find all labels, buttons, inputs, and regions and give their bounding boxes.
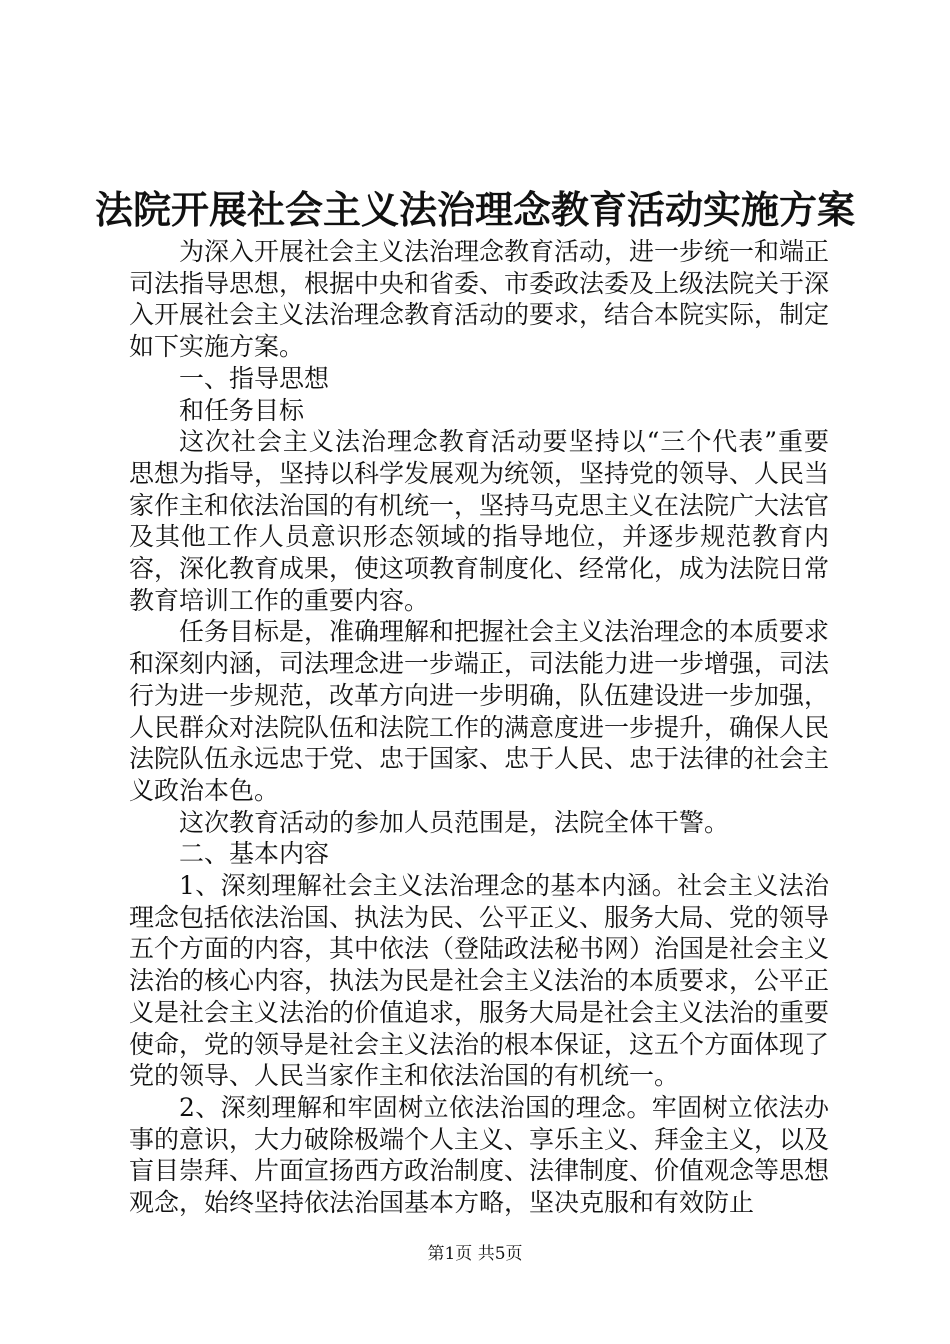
- document-body: [129, 236, 829, 1219]
- section-heading-continuation: 和任务目标: [179, 395, 305, 425]
- section-heading-guiding-thought: 一、指导思想: [179, 363, 330, 393]
- paragraph-item-1: 1、深刻理解社会主义法治理念的基本内涵。社会主义法治理念包括依法治国、执法为民、公平正义、服务大局、党的领导五个方面的内容，其中依法（登陆政法秘书网）治国是社会主义法治的核心内容，执法为民是社会主义法治的本质要求，公平正义是社会主义法治的价值追求，服务大局是社会主义法治的重要使命，党的领导是社会主义法治的根本保证，这五个方面体现了党的领导、人民当家作主和依法治国的有机统一。: [129, 871, 830, 1091]
- paragraph-task-goals: 任务目标是，准确理解和把握社会主义法治理念的本质要求和深刻内涵，司法理念进一步端正，司法能力进一步增强，司法行为进一步规范，改革方向进一步明确，队伍建设进一步加强，人民群众对法院队伍和法院工作的满意度进一步提升，确保人民法院队伍永远忠于党、忠于国家、忠于人民、忠于法律的社会主义政治本色。: [129, 617, 830, 805]
- paragraph-guiding-thought: 这次社会主义法治理念教育活动要坚持以“三个代表”重要思想为指导，坚持以科学发展观为统领，坚持党的领导、人民当家作主和依法治国的有机统一，坚持马克思主义在法院广大法官及其他工作人员意识形态领域的指导地位，并逐步规范教育内容，深化教育成果，使这项教育制度化、经常化，成为法院日常教育培训工作的重要内容。: [129, 427, 830, 615]
- paragraph-participants: 这次教育活动的参加人员范围是，法院全体干警。: [179, 807, 730, 837]
- paragraph-intro: 为深入开展社会主义法治理念教育活动，进一步统一和端正司法指导思想，根据中央和省委、市委政法委及上级法院关于深入开展社会主义法治理念教育活动的要求，结合本院实际，制定如下实施方案。: [129, 237, 830, 362]
- paragraph-item-2: 2、深刻理解和牢固树立依法治国的理念。牢固树立依法办事的意识，大力破除极端个人主义、享乐主义、拜金主义，以及盲目崇拜、片面宣扬西方政治制度、法律制度、价值观念等思想观念，始终坚持依法治国基本方略，坚决克服和有效防止: [129, 1092, 830, 1218]
- document-title: 法院开展社会主义法治理念教育活动实施方案: [94, 187, 855, 232]
- section-heading-basic-content: 二、基本内容: [179, 839, 330, 869]
- page-number-footer: 第1页 共5页: [427, 1244, 523, 1264]
